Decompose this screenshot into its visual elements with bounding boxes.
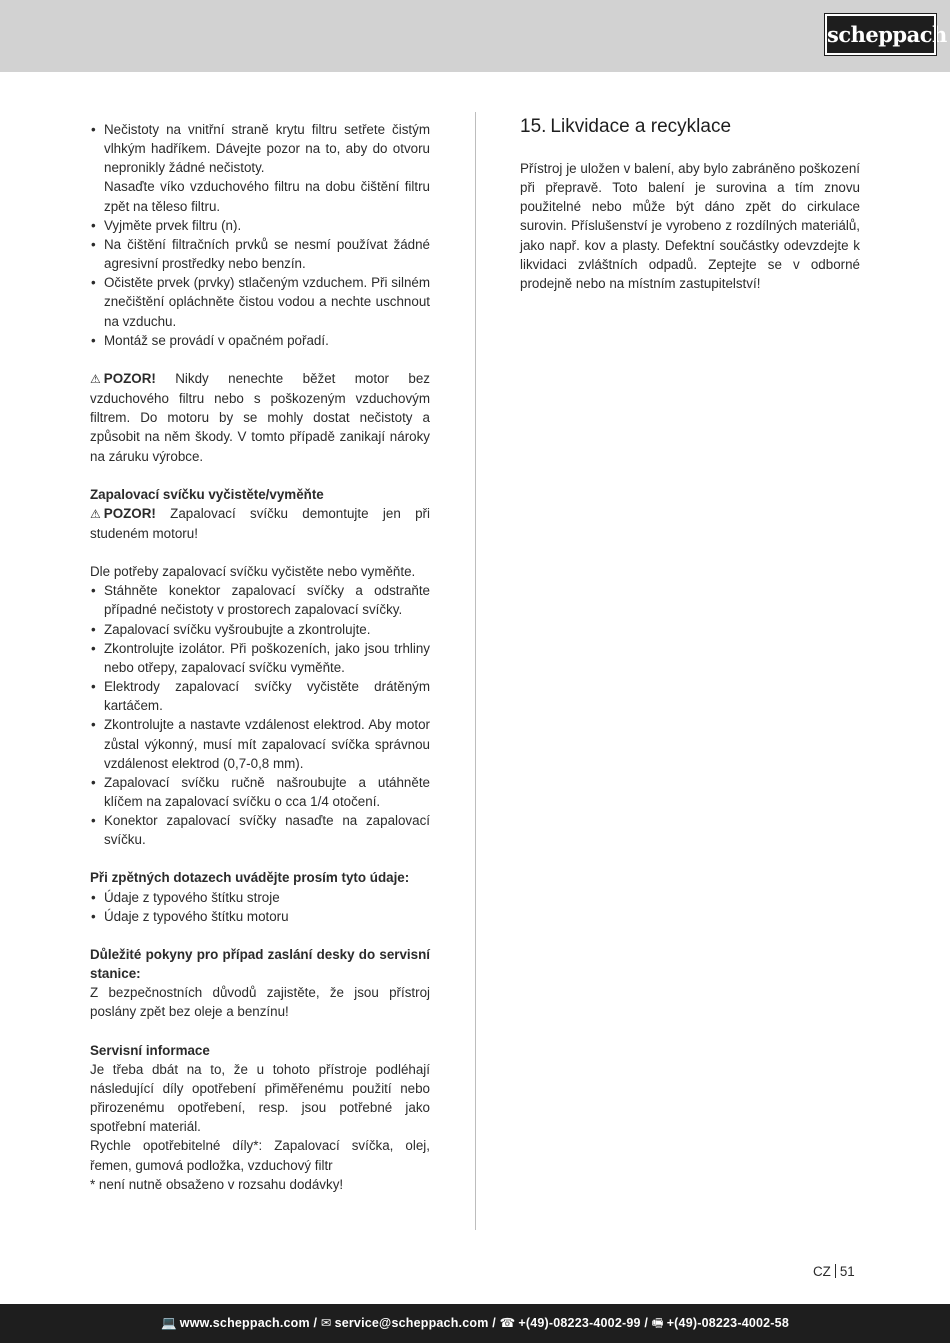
envelope-icon: ✉	[320, 1316, 332, 1330]
footer-email[interactable]: service@scheppach.com	[334, 1316, 489, 1330]
fax-icon: 🖷	[651, 1316, 664, 1330]
list-item: • Nečistoty na vnitřní straně krytu filtru setřete čistým vlhkým hadříkem. Dávejte pozor na to, aby do otvoru nepronikly žádné nečistoty.	[90, 120, 430, 177]
list-item: • Údaje z typového štítku stroje	[90, 888, 430, 907]
footer-phone: +(49)-08223-4002-99	[518, 1316, 641, 1330]
warning-label: POZOR!	[103, 370, 156, 386]
right-column	[520, 115, 860, 293]
service-info-title: Servisní informace	[90, 1042, 210, 1058]
warning-spark-plug: ⚠ POZOR! Zapalovací svíčku demontujte jen při studeném motoru!	[90, 505, 430, 541]
list-item: • Zapalovací svíčku ručně našroubujte a utáhněte klíčem na zapalovací svíčku o cca 1/4 otočení.	[90, 773, 430, 811]
page-number	[813, 1264, 855, 1279]
footer-fax: +(49)-08223-4002-58	[666, 1316, 789, 1330]
warning-label: POZOR!	[103, 505, 156, 521]
page-header	[0, 0, 950, 72]
section-title: Likvidace a recyklace	[550, 116, 732, 137]
disposal-text: Přístroj je uložen v balení, aby bylo zabráněno poškození při přepravě. Toto balení je surovina a tím znovu použitelné nebo může být dáno zpět do cirkulace surovin. Příslušenství je vyrobeno z rozdílných materiálů, jako např. kov a plasty. Defektní součástky odevzdejte k likvidaci zvláštních odpadů. Zeptejte se v odborné prodejně nebo na místním zastupitelství!	[520, 161, 860, 291]
air-filter-steps	[90, 120, 430, 177]
list-item: • Na čištění filtračních prvků se nesmí používat žádné agresivní prostředky nebo benzín.	[90, 235, 430, 273]
list-item: • Stáhněte konektor zapalovací svíčky a odstraňte případné nečistoty v prostorech zapalovací svíčky.	[90, 581, 430, 619]
list-item: • Konektor zapalovací svíčky nasaďte na zapalovací svíčku.	[90, 811, 430, 849]
list-item: • Montáž se provádí v opačném pořadí.	[90, 331, 430, 350]
page-number-separator	[835, 1264, 836, 1278]
spark-plug-title: Zapalovací svíčku vyčistěte/vyměňte	[90, 486, 324, 502]
list-item: • Údaje z typového štítku motoru	[90, 907, 430, 926]
list-item-continuation: Nasaďte víko vzduchového filtru na dobu čištění filtru zpět na těleso filtru.	[104, 179, 430, 214]
queries-list	[90, 888, 430, 926]
phone-icon: ☎	[499, 1316, 516, 1330]
footnote: * není nutně obsaženo v rozsahu dodávky!	[90, 1176, 344, 1192]
warning-triangle-icon: ⚠	[90, 371, 101, 386]
queries-title: Při zpětných dotazech uvádějte prosím tyto údaje:	[90, 870, 410, 886]
laptop-icon: 💻	[161, 1316, 177, 1330]
spark-plug-steps	[90, 581, 430, 849]
list-item: • Očistěte prvek (prvky) stlačeným vzduchem. Při silném znečištění opláchněte čistou vodou a nechte uschnout na vzduchu.	[90, 273, 430, 330]
list-item: • Elektrody zapalovací svíčky vyčistěte drátěným kartáčem.	[90, 677, 430, 715]
service-info-text: Je třeba dbát na to, že u tohoto přístroje podléhají následující díly opotřebení přiměřenému použití nebo přirozenému opotřebení, resp. jsou potřebné jako spotřební materiál.	[90, 1061, 430, 1135]
brand-logo: scheppach	[825, 14, 936, 55]
list-item: • Zkontrolujte izolátor. Při poškozeních, jako jsou trhliny nebo otřepy, zapalovací svíčku vyměňte.	[90, 639, 430, 677]
spark-plug-intro: Dle potřeby zapalovací svíčku vyčistěte nebo vyměňte.	[90, 564, 416, 580]
section-heading	[520, 115, 860, 139]
language-code: CZ	[813, 1264, 831, 1279]
page-number-value: 51	[839, 1264, 855, 1279]
warning-triangle-icon: ⚠	[90, 506, 101, 521]
page-footer: 💻 www.scheppach.com / ✉ service@scheppach.com / ☎ +(49)-08223-4002-99 / 🖷 +(49)-08223-4002-58	[0, 1304, 950, 1343]
wear-parts-text: Rychle opotřebitelné díly*: Zapalovací svíčka, olej, řemen, gumová podložka, vzduchový filtr	[90, 1138, 430, 1173]
left-column	[90, 120, 430, 1194]
service-station-title: Důležité pokyny pro případ zaslání desky do servisní stanice:	[90, 946, 430, 982]
footer-website[interactable]: www.scheppach.com	[179, 1316, 310, 1330]
list-item: • Zkontrolujte a nastavte vzdálenost elektrod. Aby motor zůstal výkonný, musí mít zapalovací svíčka správnou vzdálenost elektrod (0,7-0,8 mm).	[90, 715, 430, 772]
column-divider	[475, 112, 476, 1230]
service-station-text: Z bezpečnostních důvodů zajistěte, že jsou přístroj poslány zpět bez oleje a benzínu!	[90, 985, 430, 1020]
warning-air-filter: ⚠ POZOR! Nikdy nenechte běžet motor bez vzduchového filtru nebo s poškozeným vzduchovým filtrem. Do motoru by se mohly dostat nečistoty a způsobit na něm škody. V tomto případě zanikají nároky na záruku výrobce.	[90, 370, 430, 464]
section-number: 15.	[520, 116, 547, 137]
list-item: • Zapalovací svíčku vyšroubujte a zkontrolujte.	[90, 620, 430, 639]
list-item: • Vyjměte prvek filtru (n).	[90, 216, 430, 235]
